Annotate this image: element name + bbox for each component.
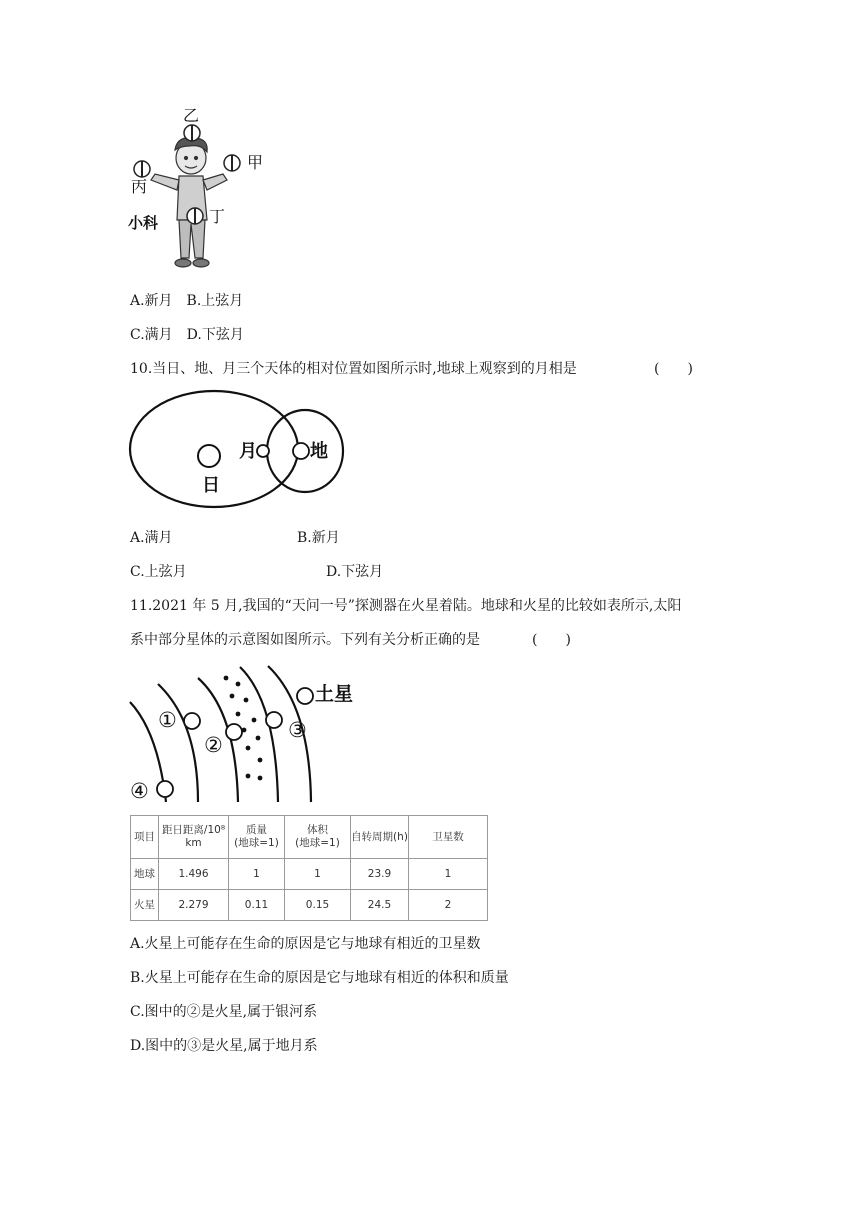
table-cell: 24.5 bbox=[351, 890, 409, 921]
label-n2: ② bbox=[204, 733, 223, 757]
table-cell: 1 bbox=[409, 859, 488, 890]
earth-mars-comparison-table bbox=[130, 815, 488, 921]
label-jia: 甲 bbox=[247, 153, 264, 172]
person-illustration bbox=[151, 138, 227, 267]
q10-option-d: D.下弦月 bbox=[326, 564, 384, 580]
label-n1: ① bbox=[158, 708, 177, 732]
q10-answer-bracket: ( ) bbox=[654, 361, 693, 377]
label-sun: 日 bbox=[202, 475, 220, 496]
q10-option-a: A.满月 bbox=[130, 530, 173, 546]
label-ding: 丁 bbox=[209, 207, 226, 226]
label-earth: 地 bbox=[310, 441, 328, 462]
q10-option-c: C.上弦月 bbox=[130, 564, 187, 580]
table-header-cell: 质量 (地球=1) bbox=[229, 816, 285, 859]
label-bing: 丙 bbox=[131, 177, 148, 196]
table-cell: 1.496 bbox=[159, 859, 229, 890]
table-cell: 1 bbox=[285, 859, 351, 890]
q11-answer-bracket: ( ) bbox=[532, 632, 571, 648]
label-saturn: 土星 bbox=[315, 683, 354, 705]
label-yi: 乙 bbox=[183, 106, 200, 125]
table-header-cell: 体积 (地球=1) bbox=[285, 816, 351, 859]
moon-circle bbox=[257, 445, 269, 457]
q9-option-line-1: A.新月 B.上弦月 bbox=[130, 293, 244, 309]
q11-option-c: C.图中的②是火星,属于银河系 bbox=[130, 1004, 318, 1020]
table-header-cell: 项目 bbox=[131, 816, 159, 859]
moon-ball-jia bbox=[224, 155, 240, 171]
moon-ball-bing bbox=[134, 161, 150, 177]
q11-option-a: A.火星上可能存在生命的原因是它与地球有相近的卫星数 bbox=[130, 936, 481, 952]
planet-3 bbox=[266, 712, 282, 728]
q11-option-d: D.图中的③是火星,属于地月系 bbox=[130, 1038, 318, 1054]
table-header-row bbox=[131, 816, 488, 859]
table-cell: 地球 bbox=[131, 859, 159, 890]
orbit-arc-4 bbox=[240, 667, 278, 802]
q10-option-b: B.新月 bbox=[297, 530, 340, 546]
table-header-cell: 距日距离/10⁸ km bbox=[159, 816, 229, 859]
q11-stem-line-1: 11.2021 年 5 月,我国的“天问一号”探测器在火星着陆。地球和火星的比较如表所示,太阳 bbox=[130, 598, 682, 614]
table-cell: 2 bbox=[409, 890, 488, 921]
table-row bbox=[131, 859, 488, 890]
table-row bbox=[131, 890, 488, 921]
moon-ball-yi bbox=[184, 125, 200, 141]
table-cell: 23.9 bbox=[351, 859, 409, 890]
table-header-cell: 卫星数 bbox=[409, 816, 488, 859]
label-n3: ③ bbox=[288, 718, 307, 742]
planet-1 bbox=[184, 713, 200, 729]
q9-moon-phase-figure bbox=[125, 108, 275, 278]
planet-2 bbox=[226, 724, 242, 740]
q9-option-line-2: C.满月 D.下弦月 bbox=[130, 327, 244, 343]
q11-solar-system-diagram bbox=[128, 662, 378, 812]
q11-stem-line-2: 系中部分星体的示意图如图所示。下列有关分析正确的是 bbox=[130, 632, 480, 648]
table-header-cell: 自转周期(h) bbox=[351, 816, 409, 859]
planet-saturn bbox=[297, 688, 313, 704]
label-person: 小科 bbox=[128, 214, 159, 232]
moon-ball-ding bbox=[187, 208, 203, 224]
q10-sun-earth-moon-diagram bbox=[128, 389, 348, 519]
sun-circle bbox=[198, 445, 220, 467]
label-n4: ④ bbox=[130, 779, 149, 803]
table-cell: 火星 bbox=[131, 890, 159, 921]
q10-stem: 10.当日、地、月三个天体的相对位置如图所示时,地球上观察到的月相是 bbox=[130, 361, 577, 377]
label-moon: 月 bbox=[239, 441, 257, 462]
table-cell: 0.15 bbox=[285, 890, 351, 921]
table-cell: 0.11 bbox=[229, 890, 285, 921]
earth-circle bbox=[293, 443, 309, 459]
table-cell: 2.279 bbox=[159, 890, 229, 921]
table-cell: 1 bbox=[229, 859, 285, 890]
planet-4 bbox=[157, 781, 173, 797]
q11-option-b: B.火星上可能存在生命的原因是它与地球有相近的体积和质量 bbox=[130, 970, 509, 986]
